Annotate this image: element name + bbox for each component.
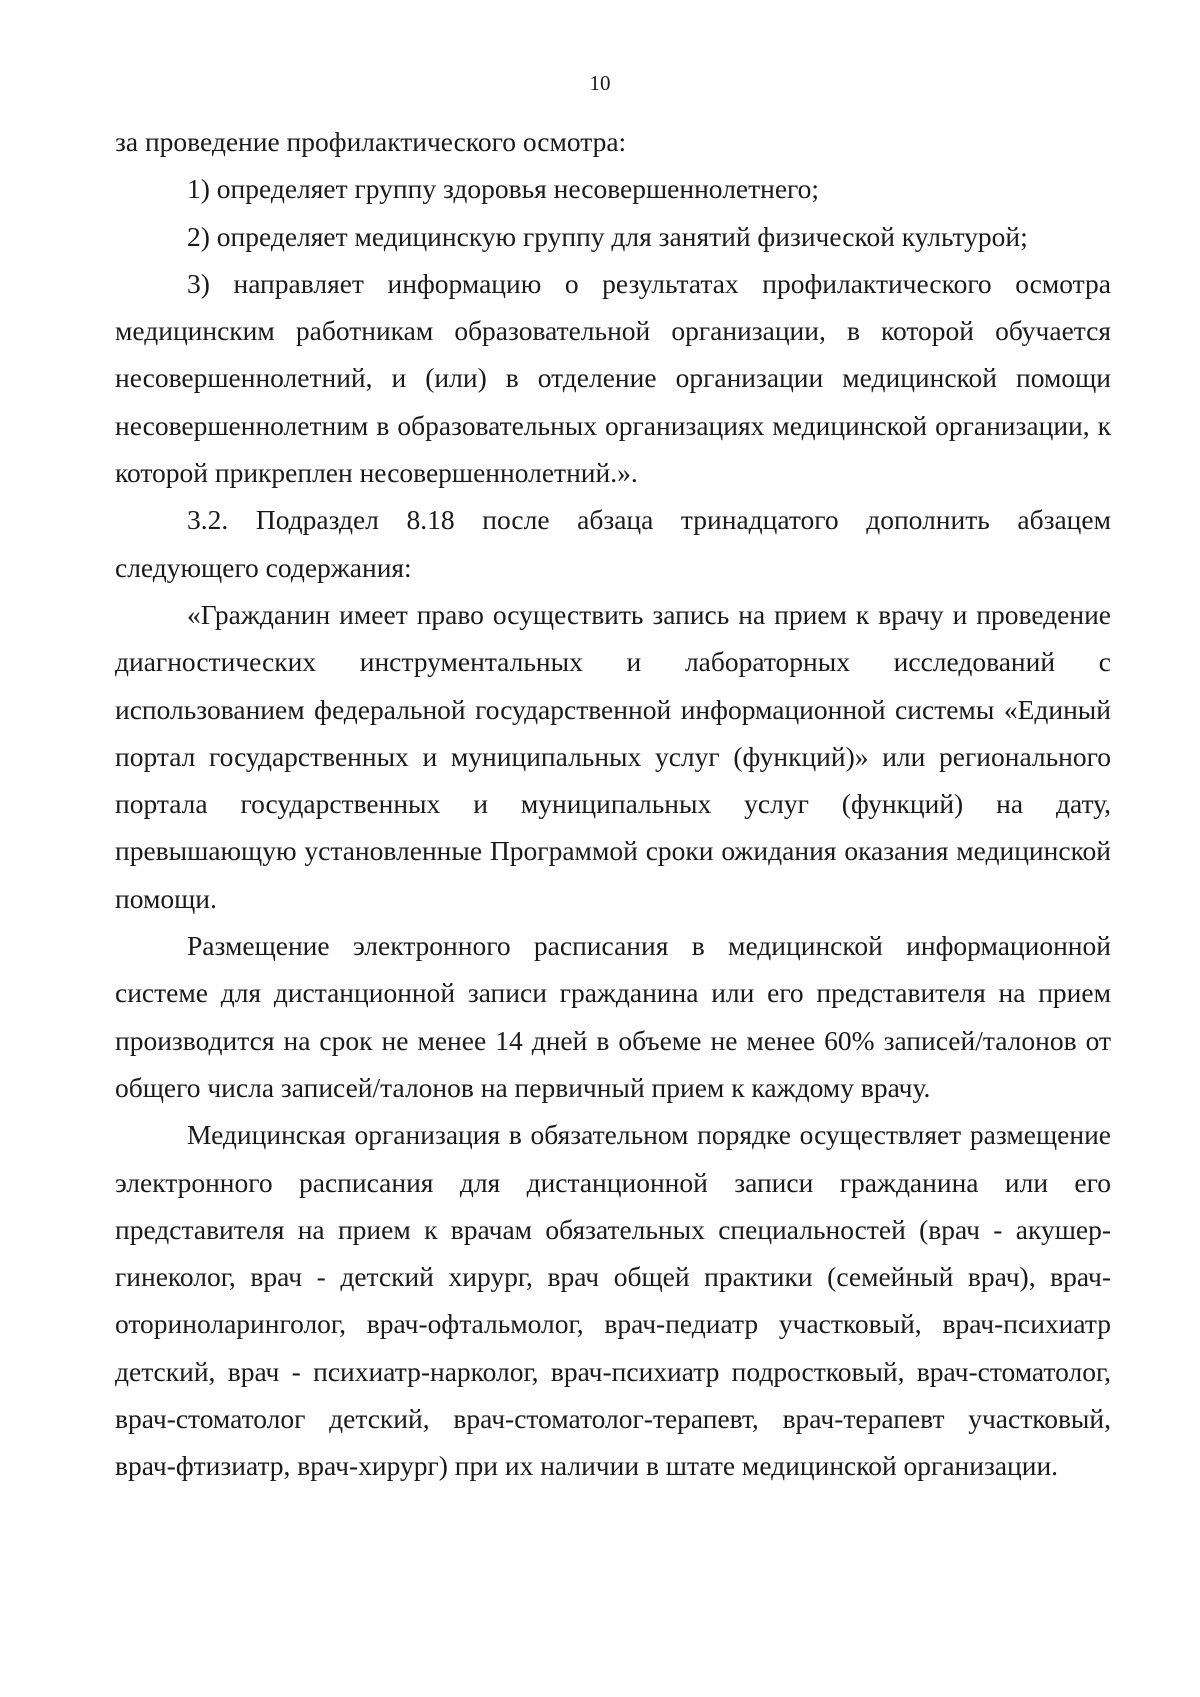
document-body (115, 118, 1111, 1490)
paragraph-electronic-schedule: Размещение электронного расписания в медицинской информационной системе для дистанционной записи гражданина или его представителя на прием производится на срок не менее 14 дней в объеме не менее 60% записей/талонов от общего числа записей/талонов на первичный прием к каждому врачу. (115, 930, 1111, 1103)
paragraph-continuation: за проведение профилактического осмотра: (115, 126, 627, 157)
paragraph-amendment-3-2: 3.2. Подраздел 8.18 после абзаца тринадцатого дополнить абзацем следующего содержания: (115, 504, 1111, 583)
list-item-medical-group: 2) определяет медицинскую группу для занятий физической культурой; (187, 220, 1028, 252)
paragraph-mandatory-specialties: Медицинская организация в обязательном порядке осуществляет размещение электронного расписания для дистанционной записи гражданина или его представителя на прием к врачам обязательных специальностей (врач - акушер-гинеколог, врач - детский хирург, врач общей практики (семейный врач), врач-оториноларинголог, врач-офтальмолог, врач-педиатр участковый, врач-психиатр детский, врач - психиатр-нарколог, врач-психиатр подростковый, врач-стоматолог, врач-стоматолог детский, врач-стоматолог-терапевт, врач-терапевт участковый, врач-фтизиатр, врач-хирург) при их наличии в штате медицинской организации. (115, 1119, 1111, 1482)
list-item-health-group: 1) определяет группу здоровья несовершеннолетнего; (187, 173, 820, 205)
page-number: 10 (589, 71, 611, 95)
paragraph-citizen-right: «Гражданин имеет право осуществить запись на прием к врачу и проведение диагностических инструментальных и лабораторных исследований с использованием федеральной государственной информационной системы «Единый портал государственных и муниципальных услуг (функций)» или регионального портала государственных и муниципальных услуг (функций) на дату, превышающую установленные Программой сроки ожидания оказания медицинской помощи. (115, 598, 1111, 914)
list-item-send-information: 3) направляет информацию о результатах профилактического осмотра медицинским работникам образовательной организации, в которой обучается несовершеннолетний, и (или) в отделение организации медицинской помощи несовершеннолетним в образовательных организациях медицинской организации, к которой прикреплен несовершеннолетний.». (115, 267, 1111, 489)
